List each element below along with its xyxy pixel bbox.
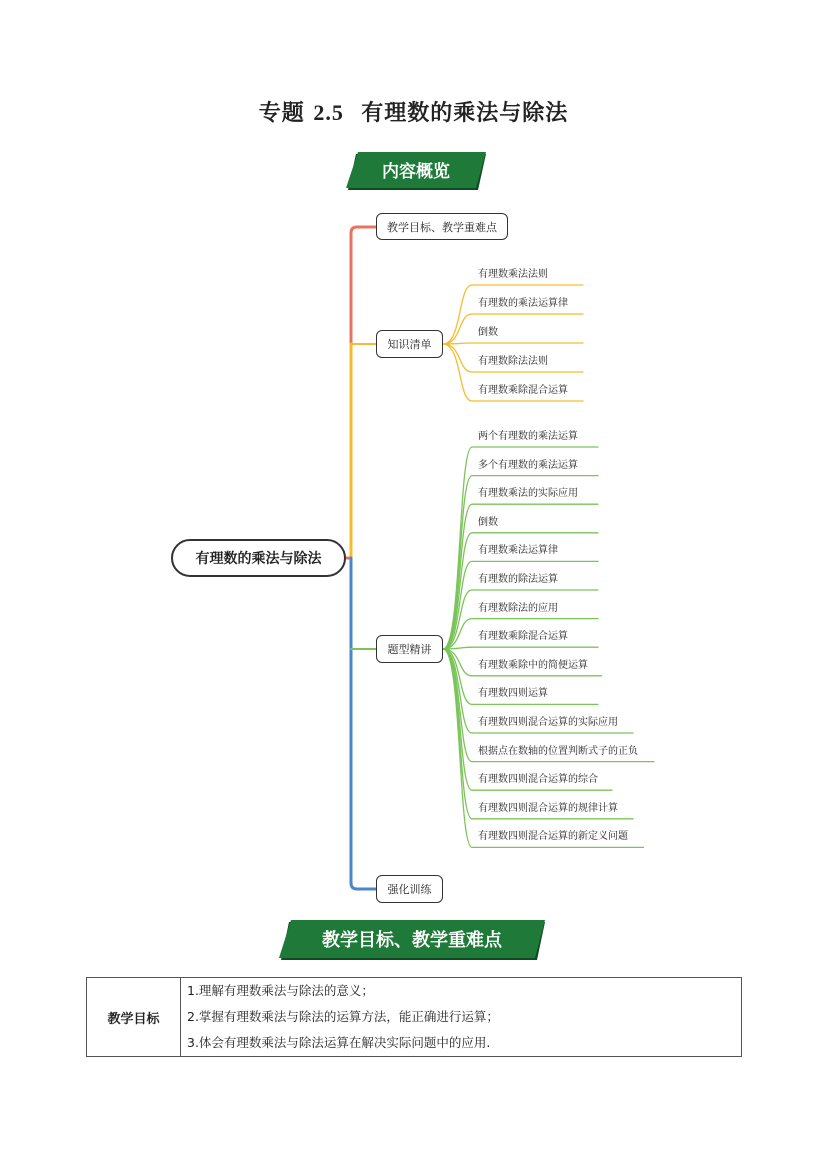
objectives-label: 教学目标 [87,978,181,1057]
branch-question-types: 题型精讲 [376,635,443,663]
knowledge-leaf: 有理数除法法则 [478,356,548,367]
question-type-leaf: 有理数的除法运算 [478,574,558,585]
question-type-leaf: 有理数四则运算 [478,688,548,700]
title-text: 有理数的乘法与除法 [361,100,569,126]
knowledge-leaf: 有理数乘除混合运算 [478,385,568,396]
question-type-leaf: 有理数四则混合运算的规律计算 [478,802,618,814]
objectives-content [181,978,742,1057]
question-type-leaf: 有理数乘法的实际应用 [478,488,578,500]
branch-objectives: 教学目标、教学重难点 [376,213,508,240]
knowledge-leaf: 有理数的乘法运算律 [478,298,568,309]
objective-item: 2.掌握有理数乘法与除法的运算方法，能正确进行运算； [187,1009,499,1024]
question-type-leaf: 有理数四则混合运算的实际应用 [478,717,618,728]
objective-item: 3.体会有理数乘法与除法运算在解决实际问题中的应用. [187,1035,491,1050]
question-type-leaf: 有理数四则混合运算的综合 [478,774,598,786]
question-type-leaf: 有理数乘除混合运算 [478,631,568,643]
objectives-banner-text: 教学目标、教学重难点 [322,930,502,951]
question-type-leaf: 有理数乘法运算律 [478,545,558,557]
branch-training: 强化训练 [376,875,443,903]
branch-knowledge-list: 知识清单 [376,330,443,358]
question-type-leaf: 有理数除法的应用 [478,602,558,614]
overview-banner-text: 内容概览 [382,162,450,182]
knowledge-leaf: 有理数乘法法则 [478,269,548,280]
objective-item: 1.理解有理数乘法与除法的意义； [187,983,374,998]
question-type-leaf: 有理数四则混合运算的新定义问题 [478,831,628,843]
objectives-banner [279,920,547,962]
mindmap-root: 有理数的乘法与除法 [171,539,346,577]
knowledge-leaf: 倒数 [478,327,498,338]
objectives-table [86,977,742,1057]
question-type-leaf: 多个有理数的乘法运算 [478,459,578,471]
title-number: 2.5 [313,100,344,125]
question-type-leaf: 根据点在数轴的位置判断式子的正负 [478,745,638,757]
question-type-leaf: 倒数 [478,516,498,528]
title-prefix: 专题 [258,100,305,126]
question-type-leaf: 有理数乘除中的简便运算 [478,659,588,671]
question-type-leaf: 两个有理数的乘法运算 [478,431,578,442]
